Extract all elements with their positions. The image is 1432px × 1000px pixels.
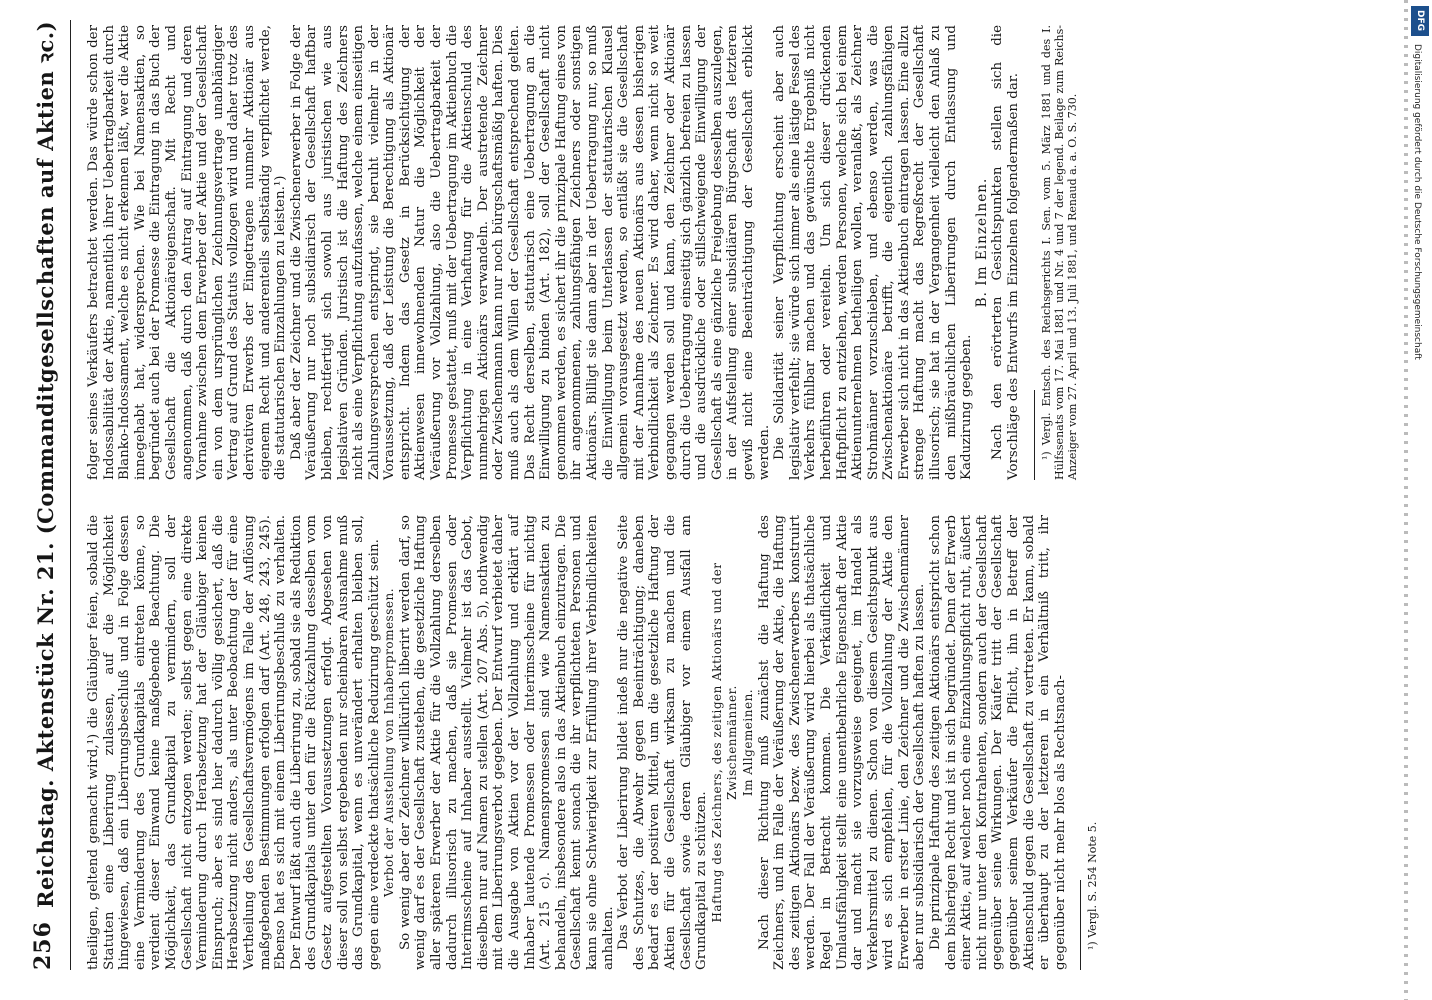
paragraph: theiligen, geltend gemacht wird,¹) die Gläubiger feien, sobald die Statuten eine Liberirung zulassen, auf die Möglichkeit hingewiesen, daß ein Liberirungsbeschluß und in Folge dessen eine Verminderung des Grundkapitals eintreten könne, so verdient dieser Einwand keine maßgebende Beachtung. Die Möglichkeit, das Grundkapital zu vermindern, soll der Gesellschaft nicht entzogen werden; selbst gegen eine direkte Verminderung durch Herabsetzung hat der Gläubiger keinen Einspruch; aber es sind hier dadurch völlig gesichert, daß die Herabsetzung nicht anders, als unter Beobachtung der für eine Vertheilung des Gesellschaftsvermögens im Falle der Auflösung maßgebenden Bestimmungen erfolgen darf (Art. 248, 243, 245). Ebenso hat es sich mit einem Liberirungsbeschluß zu verhalten. Der Entwurf läßt auch die Liberirung zu, sobald sie als Reduktion des Grundkapitals unter den für die Rückzahlung desselben vom Gesetz aufgestellten Voraussetzungen erfolgt. Abgesehen von dieser soll von selbst ergebenden nur scheinbaren Ausnahme muß das Grundkapital, wenn es unverändert erhalten bleiben soll, gegen eine verdeckte thatsächliche Reduzirung geschützt sein. (86, 515, 382, 970)
dfg-caption: Digitalisierung gefördert durch die Deutsche Forschungsgemeinschaft (1412, 44, 1422, 360)
paragraph: Nach dieser Richtung muß zunächst die Haftung des Zeichners, und im Falle der Veräußerung der Aktie, die Haftung des zeitigen Aktionärs bezw. des Zwischenerwerbers konstruirt werden. Der Fall der Veräußerung wird hierbei als thatsächliche Regel in Betracht kommen. Die Verkäuflichkeit und Umlaufsfähigkeit stellt eine unentbehrliche Eigenschaft der Aktie dar und macht sie vorzugsweise geeignet, im Handel als Verkehrsmittel zu dienen. Schon von diesem Gesichtspunkt aus wird es sich empfehlen, für die Vollzahlung der Aktie den Erwerber in erster Linie, den Zeichner und die Zwischenmänner aber nur subsidiarisch der Gesellschaft haften zu lassen. (756, 515, 928, 970)
subheading: Haftung des Zeichners, des zeitigen Aktionärs und der Zwischenmänner. (709, 562, 740, 923)
footnote-rule (1080, 880, 1081, 970)
paragraph: Das Verbot der Liberirung bildet indeß nur die negative Seite des Schutzes, die Abwehr gegen Beeinträchtigung; daneben bedarf es der positiven Mittel, um die gesetzliche Haftung der Aktien für die Gesellschaft wirksam zu machen und die Gesellschaft sowie deren Gläubiger vor einem Ausfall am Grundkapital zu schützen. (616, 515, 710, 970)
subheading: Verbot der Ausstellung von Inhaberpromessen. (382, 587, 397, 898)
footnote: ¹) Vergl. Entsch. des Reichsgerichts I. Sen. vom 5. März 1881 und des I. Hülfssenats vom 17. Mai 1881 und Nr. 4 und 7 der legend. Beilage zum Reichs-Anzeiger vom 27. April und 13. Juli 1881, und Renaud a. a. O. S. 730. (1039, 25, 1079, 480)
paragraph: Nach den erörterten Gesichtspunkten stellen sich die Vorschläge des Entwurfs im Einzelnen folgendermaßen dar. (990, 25, 1022, 480)
page-header (30, 20, 71, 970)
page-number: 256 (30, 921, 56, 970)
footnote: ¹) Vergl. S. 254 Note 5. (1086, 821, 1100, 950)
section-heading: B. Im Einzelnen. (973, 177, 990, 308)
running-title: Reichstag. Aktenstück Nr. 21. (Commanditgesellschaften auf Aktien ꝛc.) (33, 20, 58, 908)
left-column (86, 515, 1099, 970)
footnote-rule (1034, 390, 1035, 480)
dfg-strip (1408, 0, 1432, 1000)
subheading: Im Allgemeinen. (740, 688, 755, 797)
paragraph: So wenig aber der Zeichner willkürlich liberirt werden darf, so wenig darf es der Gesellschaft zustehen, die gesetzliche Haftung aller späteren Erwerber der Aktie für die Vollzahlung derselben dadurch illusorisch zu machen, daß sie Promessen oder Interimsscheine auf Inhaber ausstellt. Vielmehr ist das Gebot, dieselben nur auf Namen zu stellen (Art. 207 Abs. 5), nothwendig mit dem Liberirungsverbot gegeben. Der Entwurf verbietet daher die Ausgabe von Aktien vor der Vollzahlung und erklärt auf Inhaber lautende Promessen oder Interimsscheine für nichtig (Art. 215 c). Namenspromessen sind wie Namensaktien zu behandeln, insbesondere also in das Aktienbuch einzutragen. Die Gesellschaft kennt sonach die ihr verpflichteten Personen und kann sie ohne Schwierigkeit zur Erfüllung ihrer Verbindlichkeiten anhalten. (397, 515, 616, 970)
paragraph: Die prinzipale Haftung des zeitigen Aktionärs entspricht schon dem bisherigen Recht und ist in sich begründet. Denn der Erwerb einer Aktie, auf welcher noch eine Einzahlungspflicht ruht, äußert nicht nur unter den Kontrahenten, sondern auch der Gesellschaft gegenüber seine Wirkungen. Der Käufer tritt der Gesellschaft gegenüber seinem Verkäufer die Pflicht, ihn in Betreff der Aktienschuld gegen die Gesellschaft zu vertreten. Er kann, sobald er überhaupt zu der letzteren in ein Verhältniß tritt, ihr gegenüber nicht mehr blos als Rechtsnach- (928, 515, 1068, 970)
paragraph: Daß aber der Zeichner und die Zwischenerwerber in Folge der Veräußerung nur noch subsidiarisch der Gesellschaft haftbar bleiben, rechtfertigt sich sowohl aus juristischen wie aus legislativen Gründen. Juristisch ist die Haftung des Zeichners nicht als eine Verpflichtung aufzufassen, welche einem einseitigen Zahlungsversprechen entspringt, sie beruht vielmehr in der Voraussetzung, daß der Leistung die Berechtigung als Aktionär entspricht. Indem das Gesetz in Berücksichtigung der Aktienwesen innewohnenden Natur die Möglichkeit der Veräußerung vor Vollzahlung, also die Uebertragbarkeit der Promesse gestattet, muß mit der Uebertragung im Aktienbuch die Verpflichtung in eine Verhaftung für die Aktienschuld des nunmehrigen Aktionärs verwandeln. Der austretende Zeichner oder Zwischenmann kann nur noch bürgschaftsmäßig haften. Dies muß auch als dem Willen der Gesellschaft entsprechend gelten. Das Recht derselben, statutarisch eine Uebertragung an die Einwilligung zu binden (Art. 182), soll der Gesellschaft nicht genommen werden, es sichert ihr die prinzipale Haftung eines von ihr angenommenen, zahlungsfähigen Zeichners oder sonstigen Aktionärs. Billigt sie dann aber in der Uebertragung nur, so muß die Einwilligung beim Unterlassen der statutarischen Klausel allgemein vorausgesetzt werden, so entläßt sie die Gesellschaft mit der Annahme des neuen Aktionärs aus dessen bisherigen Verbindlichkeit als Zeichner. Es wird daher, wenn nicht so weit gegangen werden soll und kann, den Zeichner oder Aktionär durch die Uebertragung einseitig sich gänzlich befreien zu lassen und die ausdrückliche oder stillschweigende Einwilligung der Gesellschaft als eine gänzliche Freigebung desselben auszulegen, in der Aufstellung einer subsidiären Bürgschaft des letzteren gewiß nicht eine Beeinträchtigung der Gesellschaft erblickt werden. (288, 25, 772, 480)
right-column (86, 25, 1079, 480)
paragraph: folger seines Verkäufers betrachtet werden. Das würde schon der Indossabilität der Aktie, namentlich ihrer Uebertragbarkeit durch Blanko-Indossament, welche es nicht erkennen läßt, wer die Aktie innegehabt hat, widersprechen. Wie bei Namensaktien, so begründet auch bei der Promesse die Eintragung in das Buch der Gesellschaft die Aktionäreigenschaft. Mit Recht und angenommen, daß durch den Antrag auf Eintragung und deren Vornahme zwischen dem Erwerber der Aktie und der Gesellschaft ein von dem ursprünglichen Zeichnungsvertrage unabhängiger Vertrag auf Grund des Statuts vollzogen wird und daher trotz des derivativen Erwerbs der Eingetragene nunmehr Aktionär aus eigenem Recht und anderenteils selbständig verpflichtet werde, die statutarischen Einzahlungen zu leisten.¹) (86, 25, 289, 480)
paragraph: Die Solidarität seiner Verpflichtung erscheint aber auch legislativ verfehlt; sie würde sich immer als eine lästige Fessel des Verkehrs fühlbar machen und das gewünschte Ergebniß nicht herbeiführen oder vereiteln. Um sich dieser drückenden Haftpflicht zu entziehen, werden Personen, welche sich bei einem Aktienunternehmen betheiligen wollen, veranlaßt, als Zeichner Strohmänner vorzuschieben, und ebenso werden, was die Zwischenaktionäre betrifft, die eigentlich zahlungsfähigen Erwerber sich nicht in das Aktienbuch eintragen lassen. Eine allzu strenge Haftung macht das Regreßrecht der Gesellschaft illusorisch; sie hat in der Vergangenheit vielleicht den Anlaß zu den mißbräuchlichen Liberirungen durch Entlassung und Kaduzirung gegeben. (772, 25, 975, 480)
dfg-logo: DFG (1411, 6, 1429, 36)
